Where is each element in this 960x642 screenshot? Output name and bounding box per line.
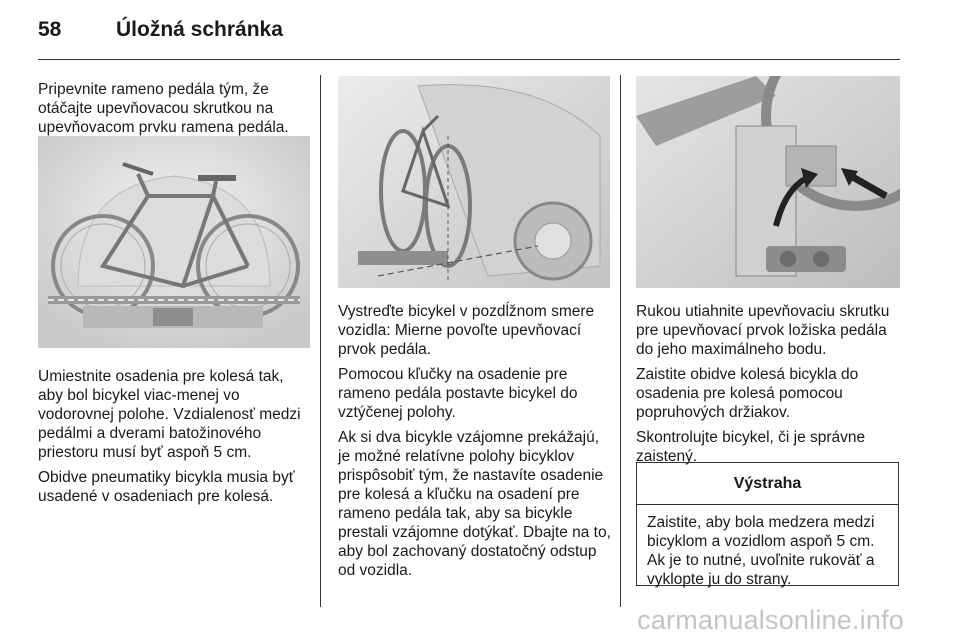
col2-paragraph-1: Vystreďte bicykel v pozdĺžnom smere vozidla: Mierne povoľte upevňovací prvok pedála. <box>338 303 595 358</box>
pedal-mount-closeup-illustration <box>636 76 900 288</box>
warning-box <box>636 462 899 586</box>
header-divider <box>38 59 900 60</box>
col3-paragraph-1: Rukou utiahnite upevňovaciu skrutku pre upevňovací prvok ložiska pedála do jeho maximálneho bodu. <box>636 303 890 358</box>
col1-paragraph-3: Obidve pneumatiky bicykla musia byť usadené v osadeniach pre kolesá. <box>38 469 295 505</box>
page-number: 58 <box>38 18 62 41</box>
col1-paragraph-1: Pripevnite rameno pedála tým, že otáčajte upevňovacou skrutkou na upevňovacom prvku ramena pedála. <box>38 81 289 136</box>
page-title: Úložná schránka <box>116 18 283 41</box>
col3-paragraph-2: Zaistite obidve kolesá bicykla do osadenia pre kolesá pomocou popruhových držiakov. <box>636 366 859 421</box>
col2-paragraph-3: Ak si dva bicykle vzájomne prekážajú, je možné relatívne polohy bicyklov prispôsobiť tým, že nastavíte osadenie pre kolesá a kľučku na osadení pre rameno pedála tak, aby sa bicykle prestali vzájomne dotýkať. Dbajte na to, aby bol zachovaný dostatočný odstup od vozidla. <box>338 429 611 579</box>
bicycle-on-carrier-side-view-illustration <box>338 76 610 288</box>
watermark: carmanualsonline.info <box>637 605 904 635</box>
col1-paragraph-2: Umiestnite osadenia pre kolesá tak, aby bol bicykel viac-menej vo vodorovnej polohe. Vzdialenosť medzi pedálmi a dverami batožinového priestoru musí byť aspoň 5 cm. <box>38 368 301 461</box>
col2-paragraph-2: Pomocou kľučky na osadenie pre rameno pedála postavte bicykel do vztýčenej polohy. <box>338 366 578 421</box>
col3-body <box>636 302 902 472</box>
warning-heading: Výstraha <box>637 463 898 505</box>
col3-paragraph-3: Skontrolujte bicykel, či je správne zaistený. <box>636 429 866 465</box>
col1-intro <box>38 80 310 143</box>
bicycle-rear-view-illustration <box>38 136 310 348</box>
col1-body <box>38 367 310 512</box>
column-divider-2 <box>620 75 621 607</box>
col2-body <box>338 302 613 586</box>
column-divider-1 <box>320 75 321 607</box>
warning-text: Zaistite, aby bola medzera medzi bicyklom a vozidlom aspoň 5 cm. Ak je to nutné, uvoľnite rukoväť a vyklopte ju do strany. <box>647 514 875 588</box>
